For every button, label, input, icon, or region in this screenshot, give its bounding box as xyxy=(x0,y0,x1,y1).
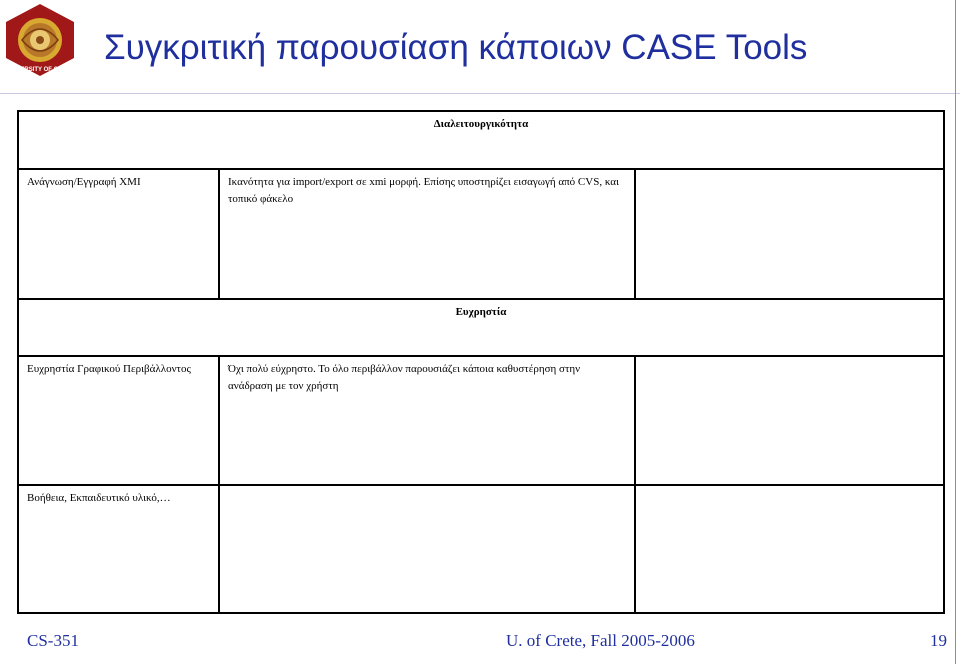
title-divider xyxy=(0,93,960,94)
table-row xyxy=(18,485,944,613)
section-heading-interoperability: Διαλειτουργικότητα xyxy=(18,111,944,169)
comparison-table xyxy=(17,110,945,614)
section-heading-usability: Ευχρηστία xyxy=(18,299,944,356)
criterion-description: Όχι πολύ εύχρηστο. Το όλο περιβάλλον παρουσιάζει κάποια καθυστέρηση στην ανάδραση με τον χρήστη xyxy=(219,356,635,485)
university-of-crete-seal-icon xyxy=(2,2,78,78)
footer-page-number: 19 xyxy=(930,631,947,650)
footer-course: CS-351 xyxy=(27,631,79,650)
footer-institution: U. of Crete, Fall 2005-2006 xyxy=(506,631,695,650)
criterion-label: Ευχρηστία Γραφικού Περιβάλλοντος xyxy=(18,356,219,485)
university-logo xyxy=(2,2,78,78)
slide-title: Συγκριτική παρουσίαση κάποιων CASE Tools xyxy=(104,28,808,67)
criterion-label: Βοήθεια, Εκπαιδευτικό υλικό,… xyxy=(18,485,219,613)
criterion-extra xyxy=(635,356,944,485)
criterion-extra xyxy=(635,485,944,613)
right-edge-divider xyxy=(955,0,956,664)
table-row xyxy=(18,356,944,485)
criterion-description xyxy=(219,485,635,613)
svg-text:UNIVERSITY OF CRETE: UNIVERSITY OF CRETE xyxy=(6,67,74,73)
section-header-row xyxy=(18,299,944,356)
criterion-label: Ανάγνωση/Εγγραφή XMI xyxy=(18,169,219,299)
criterion-extra xyxy=(635,169,944,299)
criterion-description: Ικανότητα για import/export σε xmi μορφή. Επίσης υποστηρίζει εισαγωγή από CVS, και τοπικό φάκελο xyxy=(219,169,635,299)
section-header-row xyxy=(18,111,944,169)
table-row xyxy=(18,169,944,299)
